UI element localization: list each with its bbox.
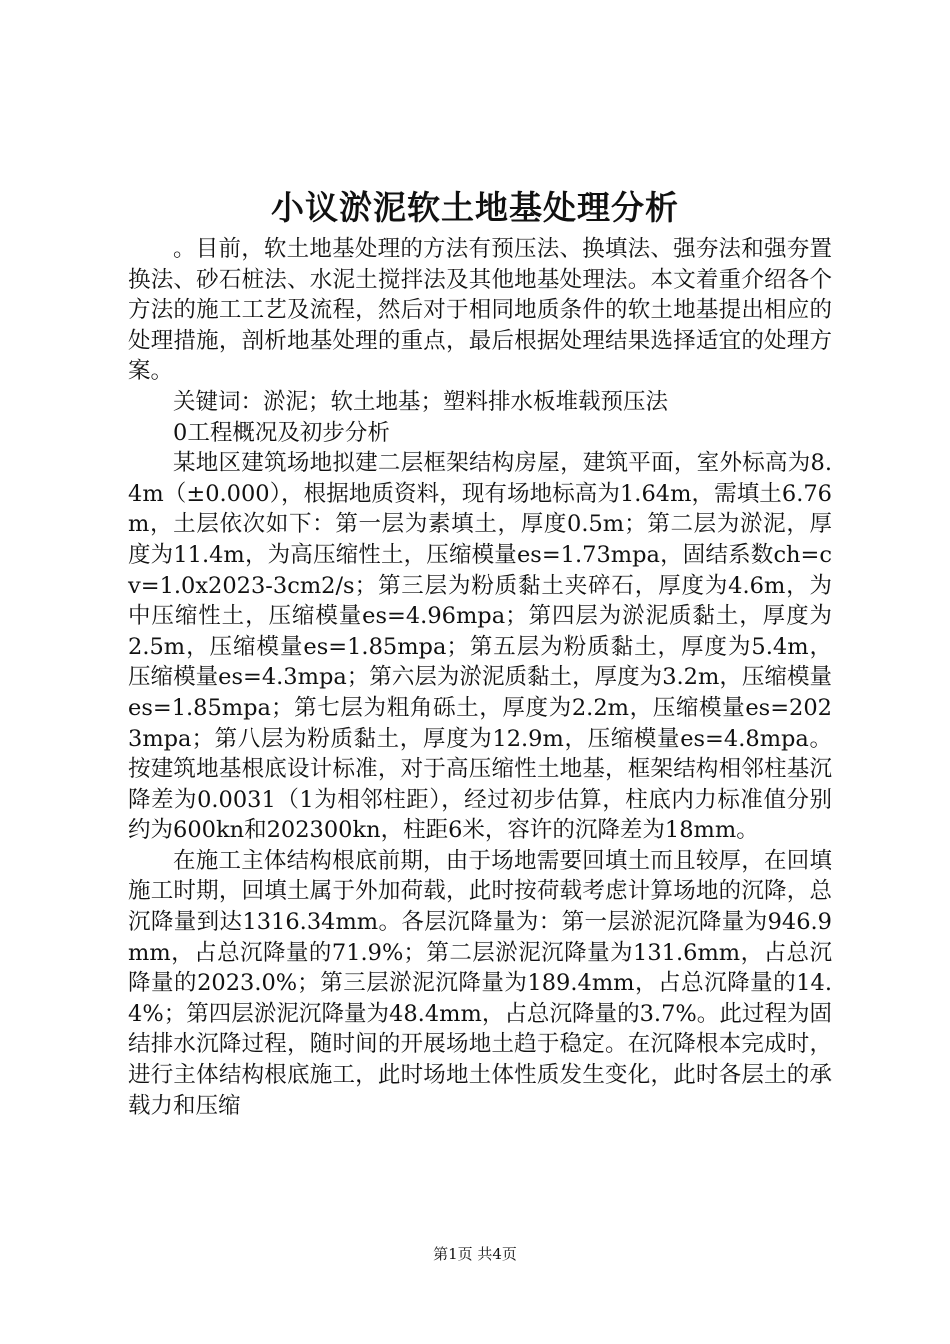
keywords-paragraph: 关键词：淤泥；软土地基；塑料排水板堆载预压法 [173,388,669,415]
document-title: 小议淤泥软土地基处理分析 [271,188,679,227]
abstract-paragraph: 。目前，软土地基处理的方法有预压法、换填法、强夯法和强夯置换法、砂石桩法、水泥土搅拌法及其他地基处理法。本文着重介绍各个方法的施工工艺及流程，然后对于相同地质条件的软土地基提出相应的处理措施，剖析地基处理的重点，最后根据处理结果选择适宜的处理方案。 [128,236,832,385]
section-heading: 0工程概况及初步分析 [173,419,390,446]
page-footer: 第1页 共4页 [433,1245,517,1263]
body-paragraph: 在施工主体结构根底前期，由于场地需要回填土而且较厚，在回填施工时期，回填土属于外加荷载，此时按荷载考虑计算场地的沉降，总沉降量到达1316.34mm。各层沉降量为：第一层淤泥沉降量为946.9mm，占总沉降量的71.9%；第二层淤泥沉降量为131.6mm，占总沉降量的2023.0%；第三层淤泥沉降量为189.4mm，占总沉降量的14.4%；第四层淤泥沉降量为48.4mm，占总沉降量的3.7%。此过程为固结排水沉降过程，随时间的开展场地土趋于稳定。在沉降根本完成时，进行主体结构根底施工，此时场地土体性质发生变化，此时各层土的承载力和压缩 [128,847,832,1119]
body-paragraph: 某地区建筑场地拟建二层框架结构房屋，建筑平面，室外标高为8.4m（±0.000），根据地质资料，现有场地标高为1.64m，需填土6.76m，土层依次如下：第一层为素填土，厚度0.5m；第二层为淤泥，厚度为11.4m，为高压缩性土，压缩模量es=1.73mpa，固结系数ch=cv=1.0x2023-3cm2/s；第三层为粉质黏土夹碎石，厚度为4.6m，为中压缩性土，压缩模量es=4.96mpa；第四层为淤泥质黏土，厚度为2.5m，压缩模量es=1.85mpa；第五层为粉质黏土，厚度为5.4m，压缩模量es=4.3mpa；第六层为淤泥质黏土，厚度为3.2m，压缩模量es=1.85mpa；第七层为粗角砾土，厚度为2.2m，压缩模量es=2023mpa；第八层为粉质黏土，厚度为12.9m，压缩模量es=4.8mpa。按建筑地基根底设计标准，对于高压缩性土地基，框架结构相邻柱基沉降差为0.0031（1为相邻柱距），经过初步估算，柱底内力标准值分别约为600kn和202300kn，柱距6米，容许的沉降差为18mm。 [128,450,832,844]
document-body [128,234,832,1121]
